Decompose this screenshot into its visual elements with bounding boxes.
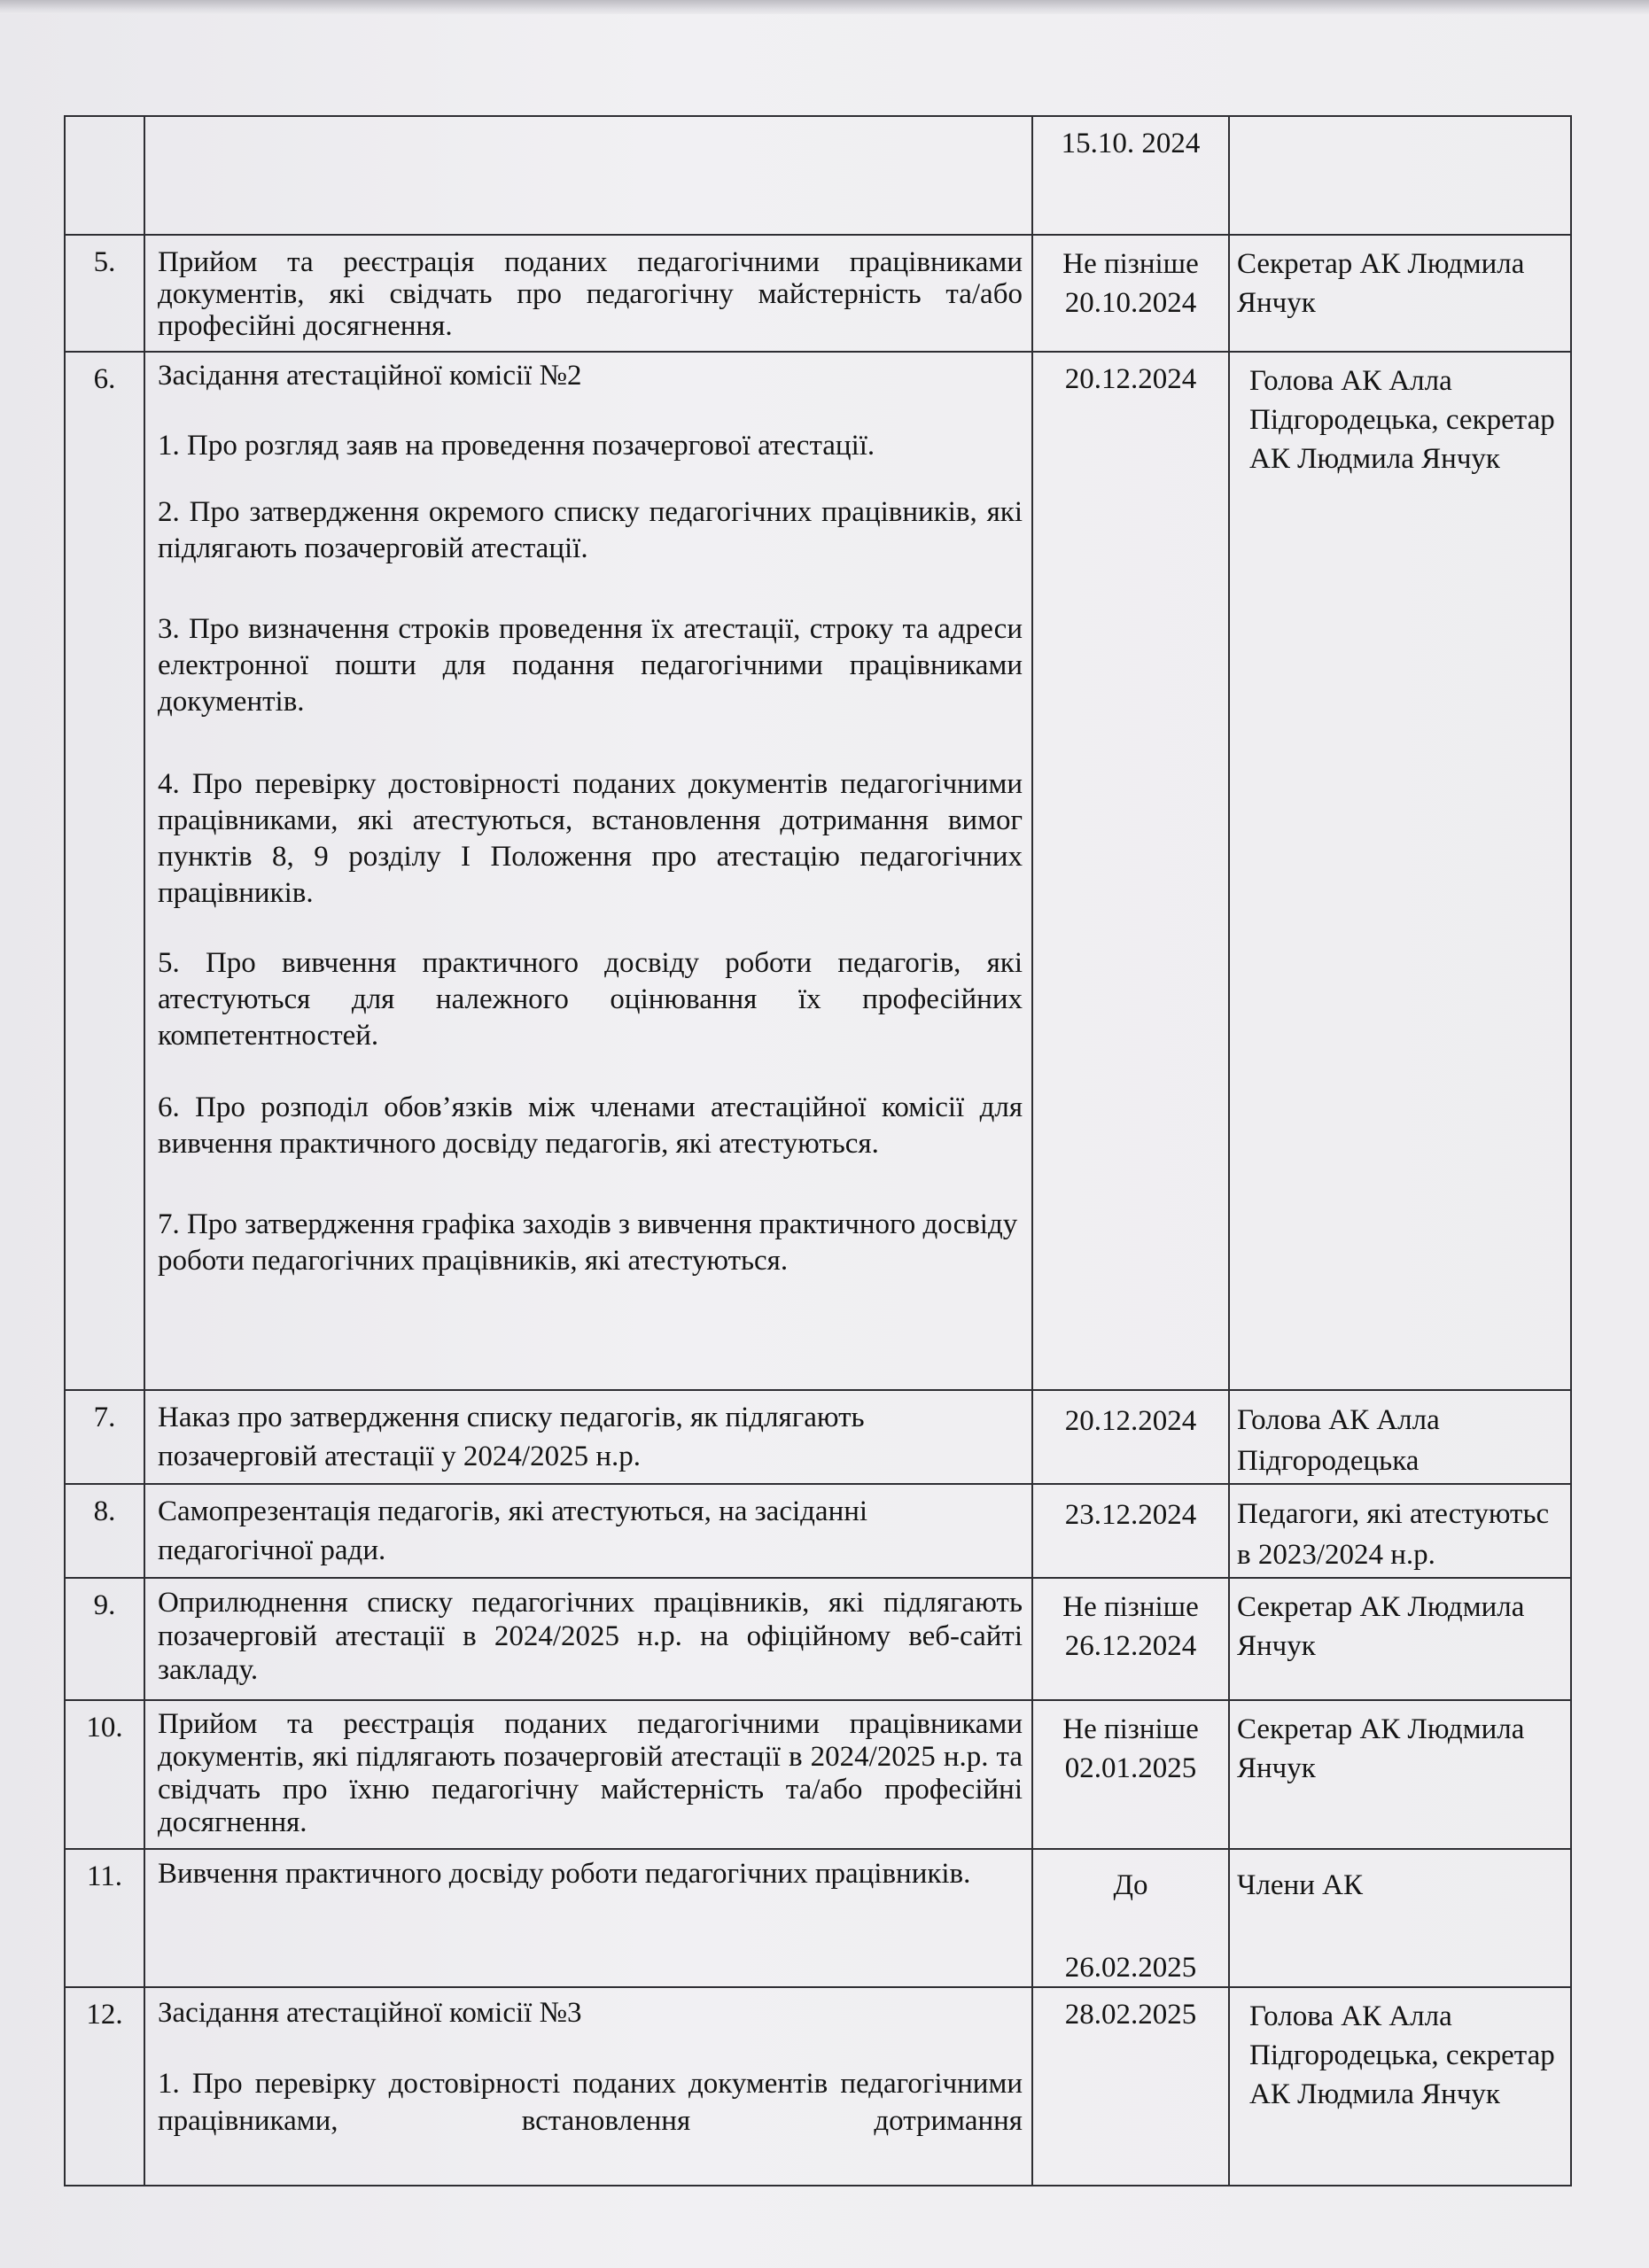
agenda-item: 3. Про визначення строків проведення їх атестації, строку та адреси електронної пошти для подання педагогічними працівниками документів. <box>158 613 1023 718</box>
row-date: Не пізніше 02.01.2025 <box>1032 1700 1229 1849</box>
row-date: Не пізніше 20.10.2024 <box>1032 235 1229 352</box>
meeting-title: Засідання атестаційної комісії №2 <box>158 360 582 392</box>
page-top-edge <box>0 0 1649 14</box>
row-text <box>144 352 1032 1390</box>
table-row <box>65 352 1571 1390</box>
agenda-item: 5. Про вивчення практичного досвіду роботи педагогів, які атестуються для належного оцінювання їх професійних компетентностей. <box>158 947 1023 1052</box>
row-date: 23.12.2024 <box>1032 1484 1229 1578</box>
row-date <box>1032 1849 1229 1987</box>
agenda-item: 4. Про перевірку достовірності поданих документів педагогічними працівниками, які атестуються, встановлення дотримання вимог пунктів 8, 9 розділу I Положення про атестацію педагогічних працівників. <box>158 768 1023 909</box>
table-row <box>65 1700 1571 1849</box>
table-row <box>65 235 1571 352</box>
table-row <box>65 1390 1571 1484</box>
agenda-item: 1. Про розгляд заяв на проведення позачергової атестації. <box>158 430 875 462</box>
row-date: 15.10. 2024 <box>1032 116 1229 235</box>
row-number: 9. <box>65 1578 144 1700</box>
row-responsible: Голова АК Алла Підгородецька, секретар АК Людмила Янчук <box>1229 352 1571 1390</box>
row-text <box>144 1987 1032 2186</box>
table-row <box>65 1484 1571 1578</box>
row-text: Прийом та реєстрація поданих педагогічними працівниками документів, які підлягають позачерговій атестації в 2024/2025 н.р. та свідчать про їхню педагогічну майстерність та/або професійні досягнення. <box>144 1700 1032 1849</box>
row-text: Оприлюднення списку педагогічних працівників, які підлягають позачерговій атестації в 2024/2025 н.р. на офіційному веб-сайті закладу. <box>144 1578 1032 1700</box>
row-text: Самопрезентація педагогів, які атестуються, на засіданні педагогічної ради. <box>144 1484 1032 1578</box>
row-date: Не пізніше 26.12.2024 <box>1032 1578 1229 1700</box>
row-number: 8. <box>65 1484 144 1578</box>
row-text: Прийом та реєстрація поданих педагогічними працівниками документів, які свідчать про педагогічну майстерність та/або професійні досягнення. <box>144 235 1032 352</box>
table-row <box>65 1578 1571 1700</box>
row-responsible: Члени АК <box>1229 1849 1571 1987</box>
row-number: 5. <box>65 235 144 352</box>
row-number: 11. <box>65 1849 144 1987</box>
schedule-table <box>64 115 1572 2186</box>
row-responsible <box>1229 1484 1571 1578</box>
row-number: 12. <box>65 1987 144 2186</box>
table-row <box>65 116 1571 235</box>
row-date: 20.12.2024 <box>1032 352 1229 1390</box>
table-row <box>65 1987 1571 2186</box>
meeting-title: Засідання атестаційної комісії №3 <box>158 1997 582 2029</box>
date-prefix: До <box>1113 1869 1148 1901</box>
row-number: 10. <box>65 1700 144 1849</box>
row-text <box>144 116 1032 235</box>
row-responsible: Секретар АК Людмила Янчук <box>1229 235 1571 352</box>
row-text: Наказ про затвердження списку педагогів, як підлягають позачерговій атестації у 2024/2025 н.р. <box>144 1390 1032 1484</box>
agenda-item: 2. Про затвердження окремого списку педагогічних працівників, які підлягають позачерговій атестації. <box>158 496 1023 564</box>
table-row <box>65 1849 1571 1987</box>
row-text: Вивчення практичного досвіду роботи педагогічних працівників. <box>144 1849 1032 1987</box>
agenda-item: 7. Про затвердження графіка заходів з вивчення практичного досвіду роботи педагогічних працівників, які атестуються. <box>158 1208 1018 1277</box>
row-responsible: Голова АК Алла Підгородецька, секретар АК Людмила Янчук <box>1229 1987 1571 2186</box>
row-number: 6. <box>65 352 144 1390</box>
row-date: 20.12.2024 <box>1032 1390 1229 1484</box>
row-responsible: Секретар АК Людмила Янчук <box>1229 1700 1571 1849</box>
row-responsible: Секретар АК Людмила Янчук <box>1229 1578 1571 1700</box>
agenda-item: 1. Про перевірку достовірності поданих документів педагогічними працівниками, встановлення дотримання <box>158 2068 1023 2137</box>
row-date: 28.02.2025 <box>1032 1987 1229 2186</box>
row-number <box>65 116 144 235</box>
agenda-item: 6. Про розподіл обов’язків між членами атестаційної комісії для вивчення практичного досвіду педагогів, які атестуються. <box>158 1091 1023 1160</box>
date-value: 26.02.2025 <box>1064 1952 1197 1984</box>
row-responsible: Голова АК Алла Підгородецька <box>1229 1390 1571 1484</box>
row-responsible <box>1229 116 1571 235</box>
responsible-text: Педагоги, які атестуютьс в 2023/2024 н.р. <box>1237 1498 1550 1571</box>
row-number: 7. <box>65 1390 144 1484</box>
